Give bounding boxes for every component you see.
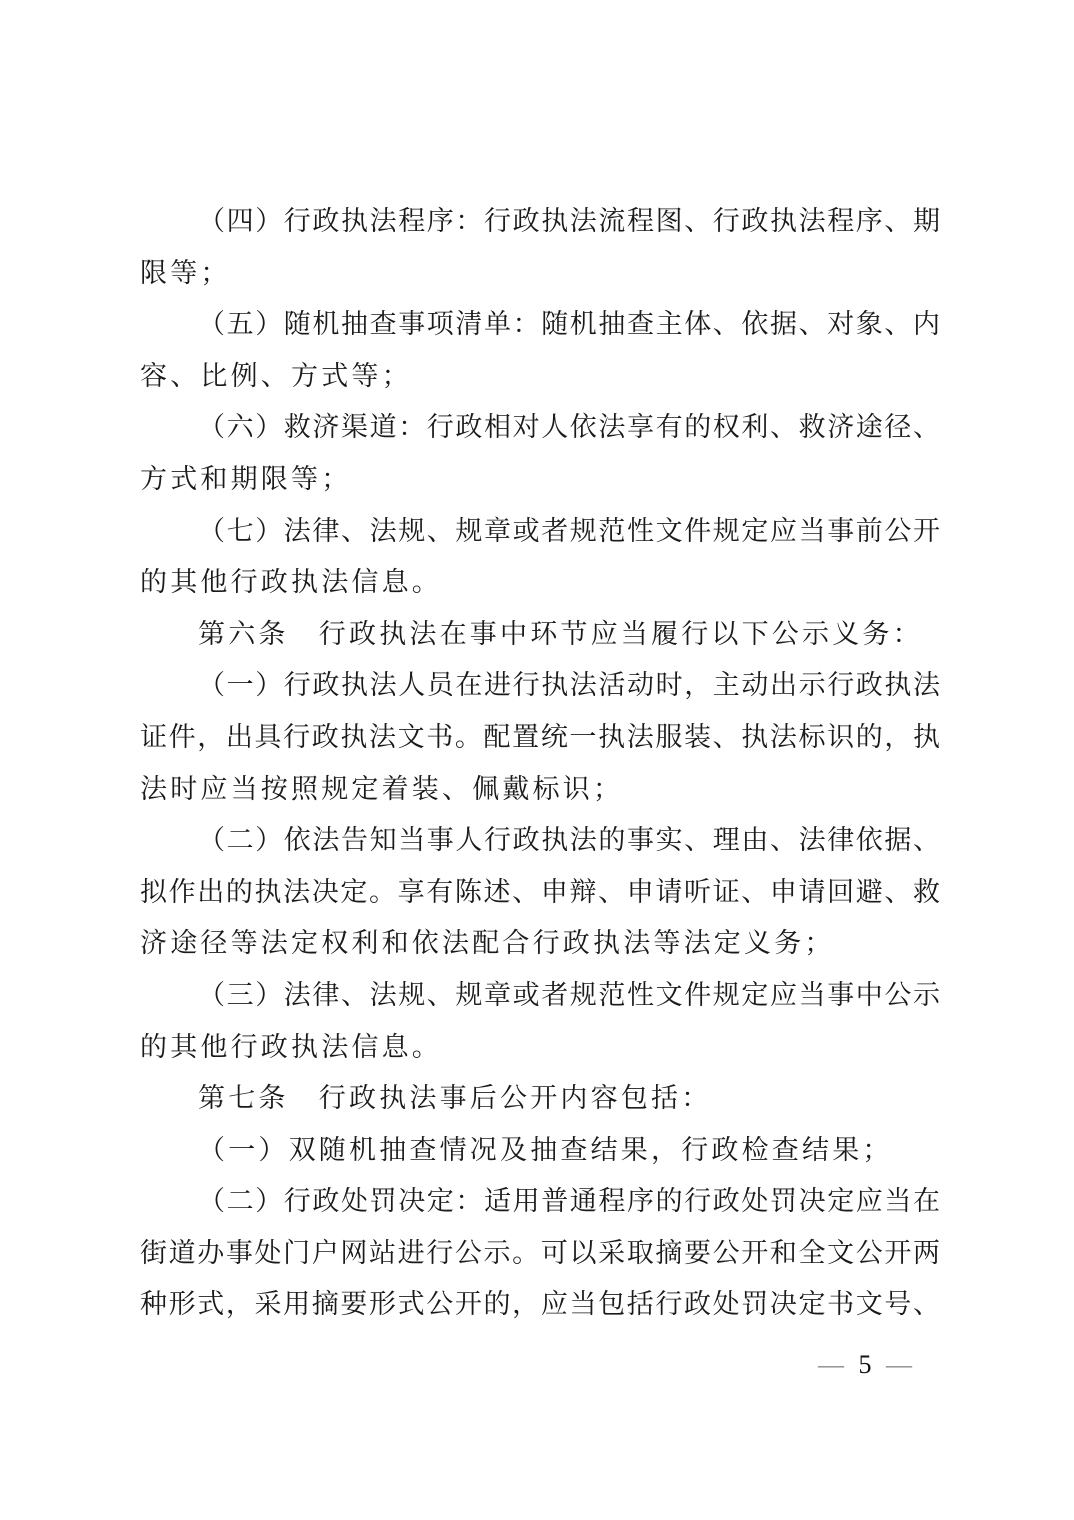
text-line: （七）法律、法规、规章或者规范性文件规定应当事前公开	[198, 515, 940, 547]
text-line: 限等；	[140, 257, 231, 289]
text-line: 拟作出的执法决定。享有陈述、申辩、申请听证、申请回避、救	[140, 876, 940, 908]
text-line: 济途径等法定权利和依法配合行政执法等法定义务；	[140, 928, 835, 960]
dash-left: —	[818, 1350, 848, 1379]
text-line: （二）依法告知当事人行政执法的事实、理由、法律依据、	[198, 825, 940, 857]
text-line: 街道办事处门户网站进行公示。可以采取摘要公开和全文公开两	[140, 1237, 940, 1269]
text-line: （一）双随机抽查情况及抽查结果，行政检查结果；	[198, 1134, 893, 1166]
article-heading: 第六条 行政执法在事中环节应当履行以下公示义务：	[198, 618, 923, 650]
dash-right: —	[886, 1350, 916, 1379]
text-line: 种形式，采用摘要形式公开的，应当包括行政处罚决定书文号、	[140, 1289, 940, 1321]
text-line: 的其他行政执法信息。	[140, 1031, 442, 1063]
text-line: 法时应当按照规定着装、佩戴标识；	[140, 773, 624, 805]
text-line: （四）行政执法程序：行政执法流程图、行政执法程序、期	[198, 206, 940, 237]
page-number-value: 5	[858, 1350, 876, 1379]
document-body	[140, 196, 940, 1331]
text-line: 方式和期限等；	[140, 463, 352, 495]
article-heading: 第七条 行政执法事后公开内容包括：	[198, 1083, 712, 1115]
text-line: 的其他行政执法信息。	[140, 567, 442, 599]
text-line: （六）救济渠道：行政相对人依法享有的权利、救济途径、	[198, 412, 940, 444]
text-line: （五）随机抽查事项清单：随机抽查主体、依据、对象、内	[198, 309, 940, 341]
page-number	[818, 1350, 916, 1380]
text-line: 证件，出具行政执法文书。配置统一执法服装、执法标识的，执	[140, 721, 940, 753]
text-line: （二）行政处罚决定：适用普通程序的行政处罚决定应当在	[198, 1186, 940, 1218]
text-line: （三）法律、法规、规章或者规范性文件规定应当事中公示	[198, 979, 940, 1011]
text-line: 容、比例、方式等；	[140, 360, 412, 392]
text-line: （一）行政执法人员在进行执法活动时，主动出示行政执法	[198, 670, 940, 702]
